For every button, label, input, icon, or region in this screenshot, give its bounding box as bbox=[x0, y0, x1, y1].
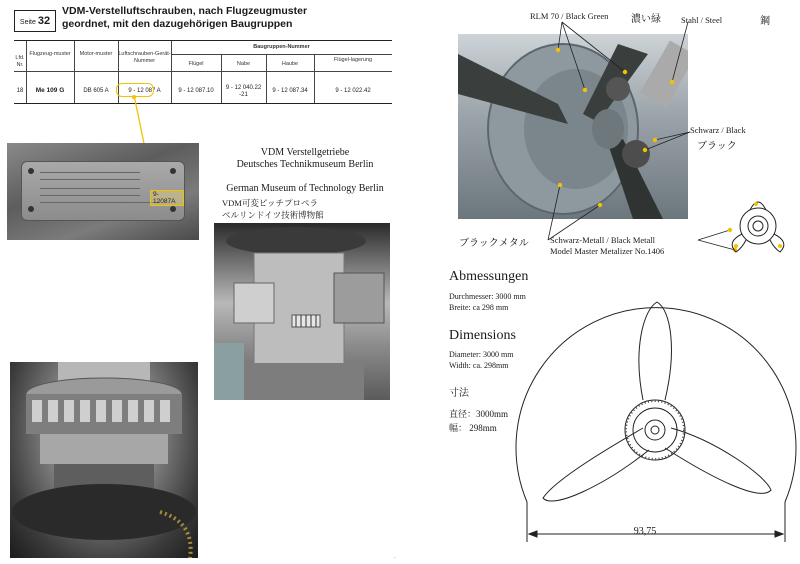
abm-width: Breite: ca 298 mm bbox=[449, 303, 509, 312]
label-koimidori: 濃い緑 bbox=[631, 14, 661, 25]
label-black-metal-ja: ブラックメタル bbox=[459, 238, 529, 249]
dim-width: Width: ca. 298mm bbox=[449, 361, 509, 370]
label-black-ja: ブラック bbox=[697, 141, 737, 152]
propeller-drawing bbox=[515, 290, 800, 552]
seite-label: Seite bbox=[19, 19, 36, 26]
dim-diameter: Diameter: 3000 mm bbox=[449, 350, 514, 359]
nameplate-photo bbox=[7, 143, 199, 240]
caption-german bbox=[212, 147, 398, 171]
cell-motor: DB 605 A bbox=[83, 88, 109, 94]
nameplate bbox=[21, 161, 185, 221]
abm-diameter: Durchmesser: 3000 mm bbox=[449, 292, 526, 301]
col-header-motor: Motor-muster bbox=[79, 51, 113, 57]
cell-nabe: 9 - 12 040.22 -21 bbox=[225, 85, 262, 98]
heading-sunpou: 寸法 bbox=[449, 388, 469, 399]
gearbox-photo bbox=[214, 223, 390, 400]
catalogue-title bbox=[62, 5, 392, 31]
caption-english: German Museum of Technology Berlin bbox=[226, 183, 384, 194]
label-stahl: Stahl / Steel bbox=[681, 15, 723, 25]
nameplate-part-number: 9-12087A bbox=[150, 190, 184, 206]
caption-ja-line2: ベルリンドイツ技術博物館 bbox=[222, 210, 324, 220]
caption-ja-line1: VDM可変ピッチプロペラ bbox=[222, 198, 318, 208]
col-header-lagerung: Flügel-lagerung bbox=[333, 57, 373, 63]
col-header-flugzeug: Flugzeug-muster bbox=[29, 51, 71, 57]
heading-dimensions: Dimensions bbox=[449, 328, 516, 343]
page-number-box bbox=[14, 10, 56, 32]
cell-flugzeug: Me 109 G bbox=[35, 87, 65, 94]
cell-lfd: 18 bbox=[16, 88, 24, 94]
label-metalizer: Model Master Metalizer No.1406 bbox=[550, 246, 665, 256]
col-header-lfd: Lfd. Nr. bbox=[15, 55, 25, 68]
heading-abmessungen: Abmessungen bbox=[449, 269, 529, 284]
hub-base-photo bbox=[10, 362, 198, 558]
hub-sketch-icon bbox=[722, 190, 794, 262]
catalogue-title-line1: VDM-Verstelluftschrauben, nach Flugzeugmuster bbox=[62, 5, 308, 17]
col-header-haube: Haube bbox=[281, 61, 299, 67]
cell-haube: 9 - 12 087.34 bbox=[272, 88, 308, 94]
baugruppen-header: Baugruppen-Nummer bbox=[253, 44, 310, 50]
parts-table bbox=[14, 40, 392, 104]
label-rlm70: RLM 70 / Black Green bbox=[530, 11, 609, 21]
cell-fluegel: 9 - 12 087.10 bbox=[178, 88, 214, 94]
catalogue-title-line2: geordnet, mit den dazugehörigen Baugruppen bbox=[62, 18, 293, 30]
col-header-geraet: Luftschrauben-Gerät-Nummer bbox=[118, 51, 171, 64]
page-dot: . bbox=[394, 554, 396, 560]
col-header-fluegel: Flügel bbox=[188, 61, 204, 67]
ja-width: 幅： 298mm bbox=[449, 423, 497, 433]
label-schwarz: Schwarz / Black bbox=[690, 125, 746, 135]
cell-lagerung: 9 - 12 022.42 bbox=[335, 88, 371, 94]
caption-de-line1: VDM Verstellgetriebe bbox=[260, 147, 350, 158]
col-header-nabe: Nabe bbox=[236, 61, 251, 67]
label-schwarz-metall: Schwarz-Metall / Black Metall bbox=[550, 235, 656, 245]
label-hagane: 鋼 bbox=[760, 16, 770, 27]
ja-diameter: 直径：3000mm bbox=[449, 409, 509, 419]
cell-geraet: 9 - 12 087 A bbox=[128, 88, 161, 94]
seite-number: 32 bbox=[37, 15, 51, 27]
caption-de-line2: Deutsches Technikmuseum Berlin bbox=[236, 159, 374, 170]
scale-dimension-value: 93,75 bbox=[633, 526, 657, 537]
